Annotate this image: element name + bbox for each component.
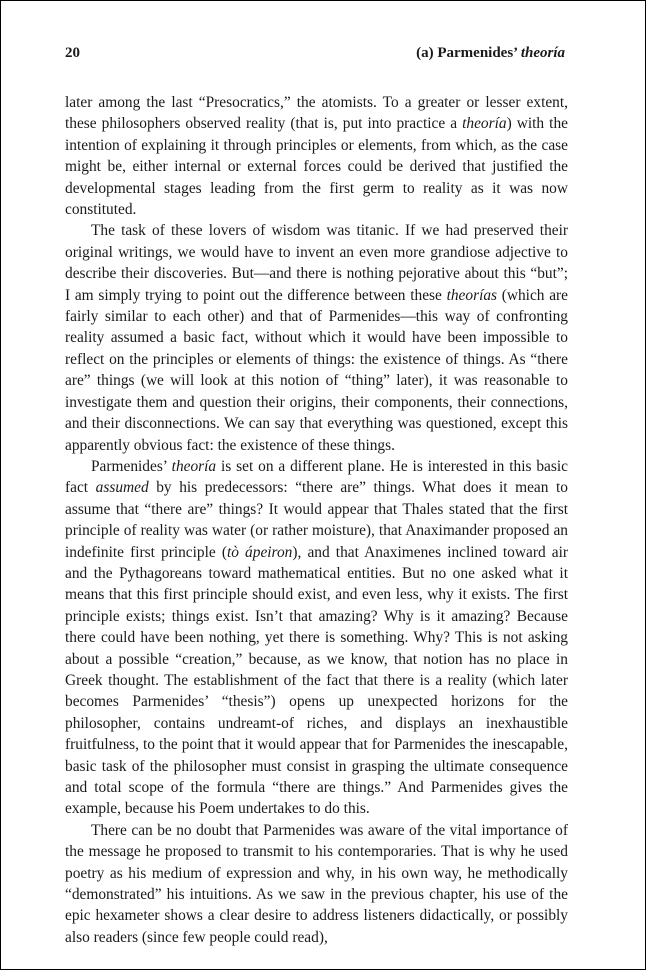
- text-segment: later among the last “Presocratics,” the atomists. To a greater or lesser extent, these philosophers observed reality (that is, put into practice a: [65, 94, 568, 133]
- paragraph: [65, 220, 568, 455]
- running-header: [65, 45, 565, 62]
- text-segment: (which are fairly similar to each other) and that of Parmenides—this way of confronting reality assumed a basic fact, without which it would have been impossible to reflect on the principles or elements of things: the existence of things. As “there are” things (we will look at this notion of “thing” later), it was reasonable to investigate them and question their origins, their components, their connections, and their disconnections. We can say that everything was questioned, except this apparently obvious fact: the existence of these things.: [65, 286, 568, 454]
- text-segment: ), and that Anaximenes inclined toward air and the Pythagoreans toward mathematical entities. But no one asked what it means that this first principle should exist, and even less, why it exists. The first principle exists; things exist. Isn’t that amazing? Why is it amazing? Because there could have been nothing, yet there is something. Why? This is not asking about a possible “creation,” because, as we know, that notion has no place in Greek thought. The establishment of the fact that there is a reality (which later becomes Parmenides’ “thesis”) opens up unexpected horizons for the philosopher, contains undreamt-of riches, and displays an inexhaustible fruitfulness, to the point that it would appear that for Parmenides the inescapable, basic task of the philosopher must consist in grasping the ultimate consequence and total scope of the formula “there are things.” And Parmenides gives the example, because his Poem undertakes to do this.: [65, 543, 568, 818]
- text-segment: by his predecessors: “there are” things. What does it mean to assume that “there are” things? It would appear that Thales stated that the first principle of reality was water (or rather moisture), that Anaximander proposed an indefinite first principle (: [65, 479, 568, 561]
- italic-term: assumed: [95, 479, 149, 497]
- text-segment: There can be no doubt that Parmenides was aware of the vital importance of the message he proposed to transmit to his contemporaries. That is why he used poetry as his medium of expression and why, in his own way, he methodically “demonstrated” his intuitions. As we saw in the previous chapter, his use of the epic hexameter shows a clear desire to address listeners didactically, or possibly also readers (since few people could read),: [65, 821, 568, 946]
- italic-term: tò ápeiron: [226, 543, 293, 561]
- body-text: [65, 92, 568, 948]
- running-head-italic: theoría: [520, 45, 565, 61]
- running-head: [416, 45, 565, 62]
- paragraph: [65, 820, 568, 948]
- italic-term: theoría: [462, 115, 507, 133]
- text-segment: is set on a different plane. He is interested in this basic fact: [65, 457, 568, 497]
- running-head-prefix: (a) Parmenides’: [416, 45, 521, 61]
- paragraph: [65, 92, 568, 220]
- italic-term: theoría: [171, 457, 217, 475]
- text-segment: ) with the intention of explaining it through principles or elements, from which, as the case might be, either internal or external forces could be derived that justified the developmental stages leading from the first germ to reality as it was now constituted.: [65, 115, 568, 219]
- italic-term: theorías: [446, 286, 498, 304]
- text-segment: The task of these lovers of wisdom was titanic. If we had preserved their original writings, we would have to invent an even more grandiose adjective to describe their discoveries. But—and there is nothing pejorative about this “but”; I am simply trying to point out the difference between these: [65, 222, 568, 304]
- paragraph: [65, 456, 568, 820]
- text-segment: Parmenides’: [91, 457, 172, 475]
- page-number: 20: [65, 45, 80, 61]
